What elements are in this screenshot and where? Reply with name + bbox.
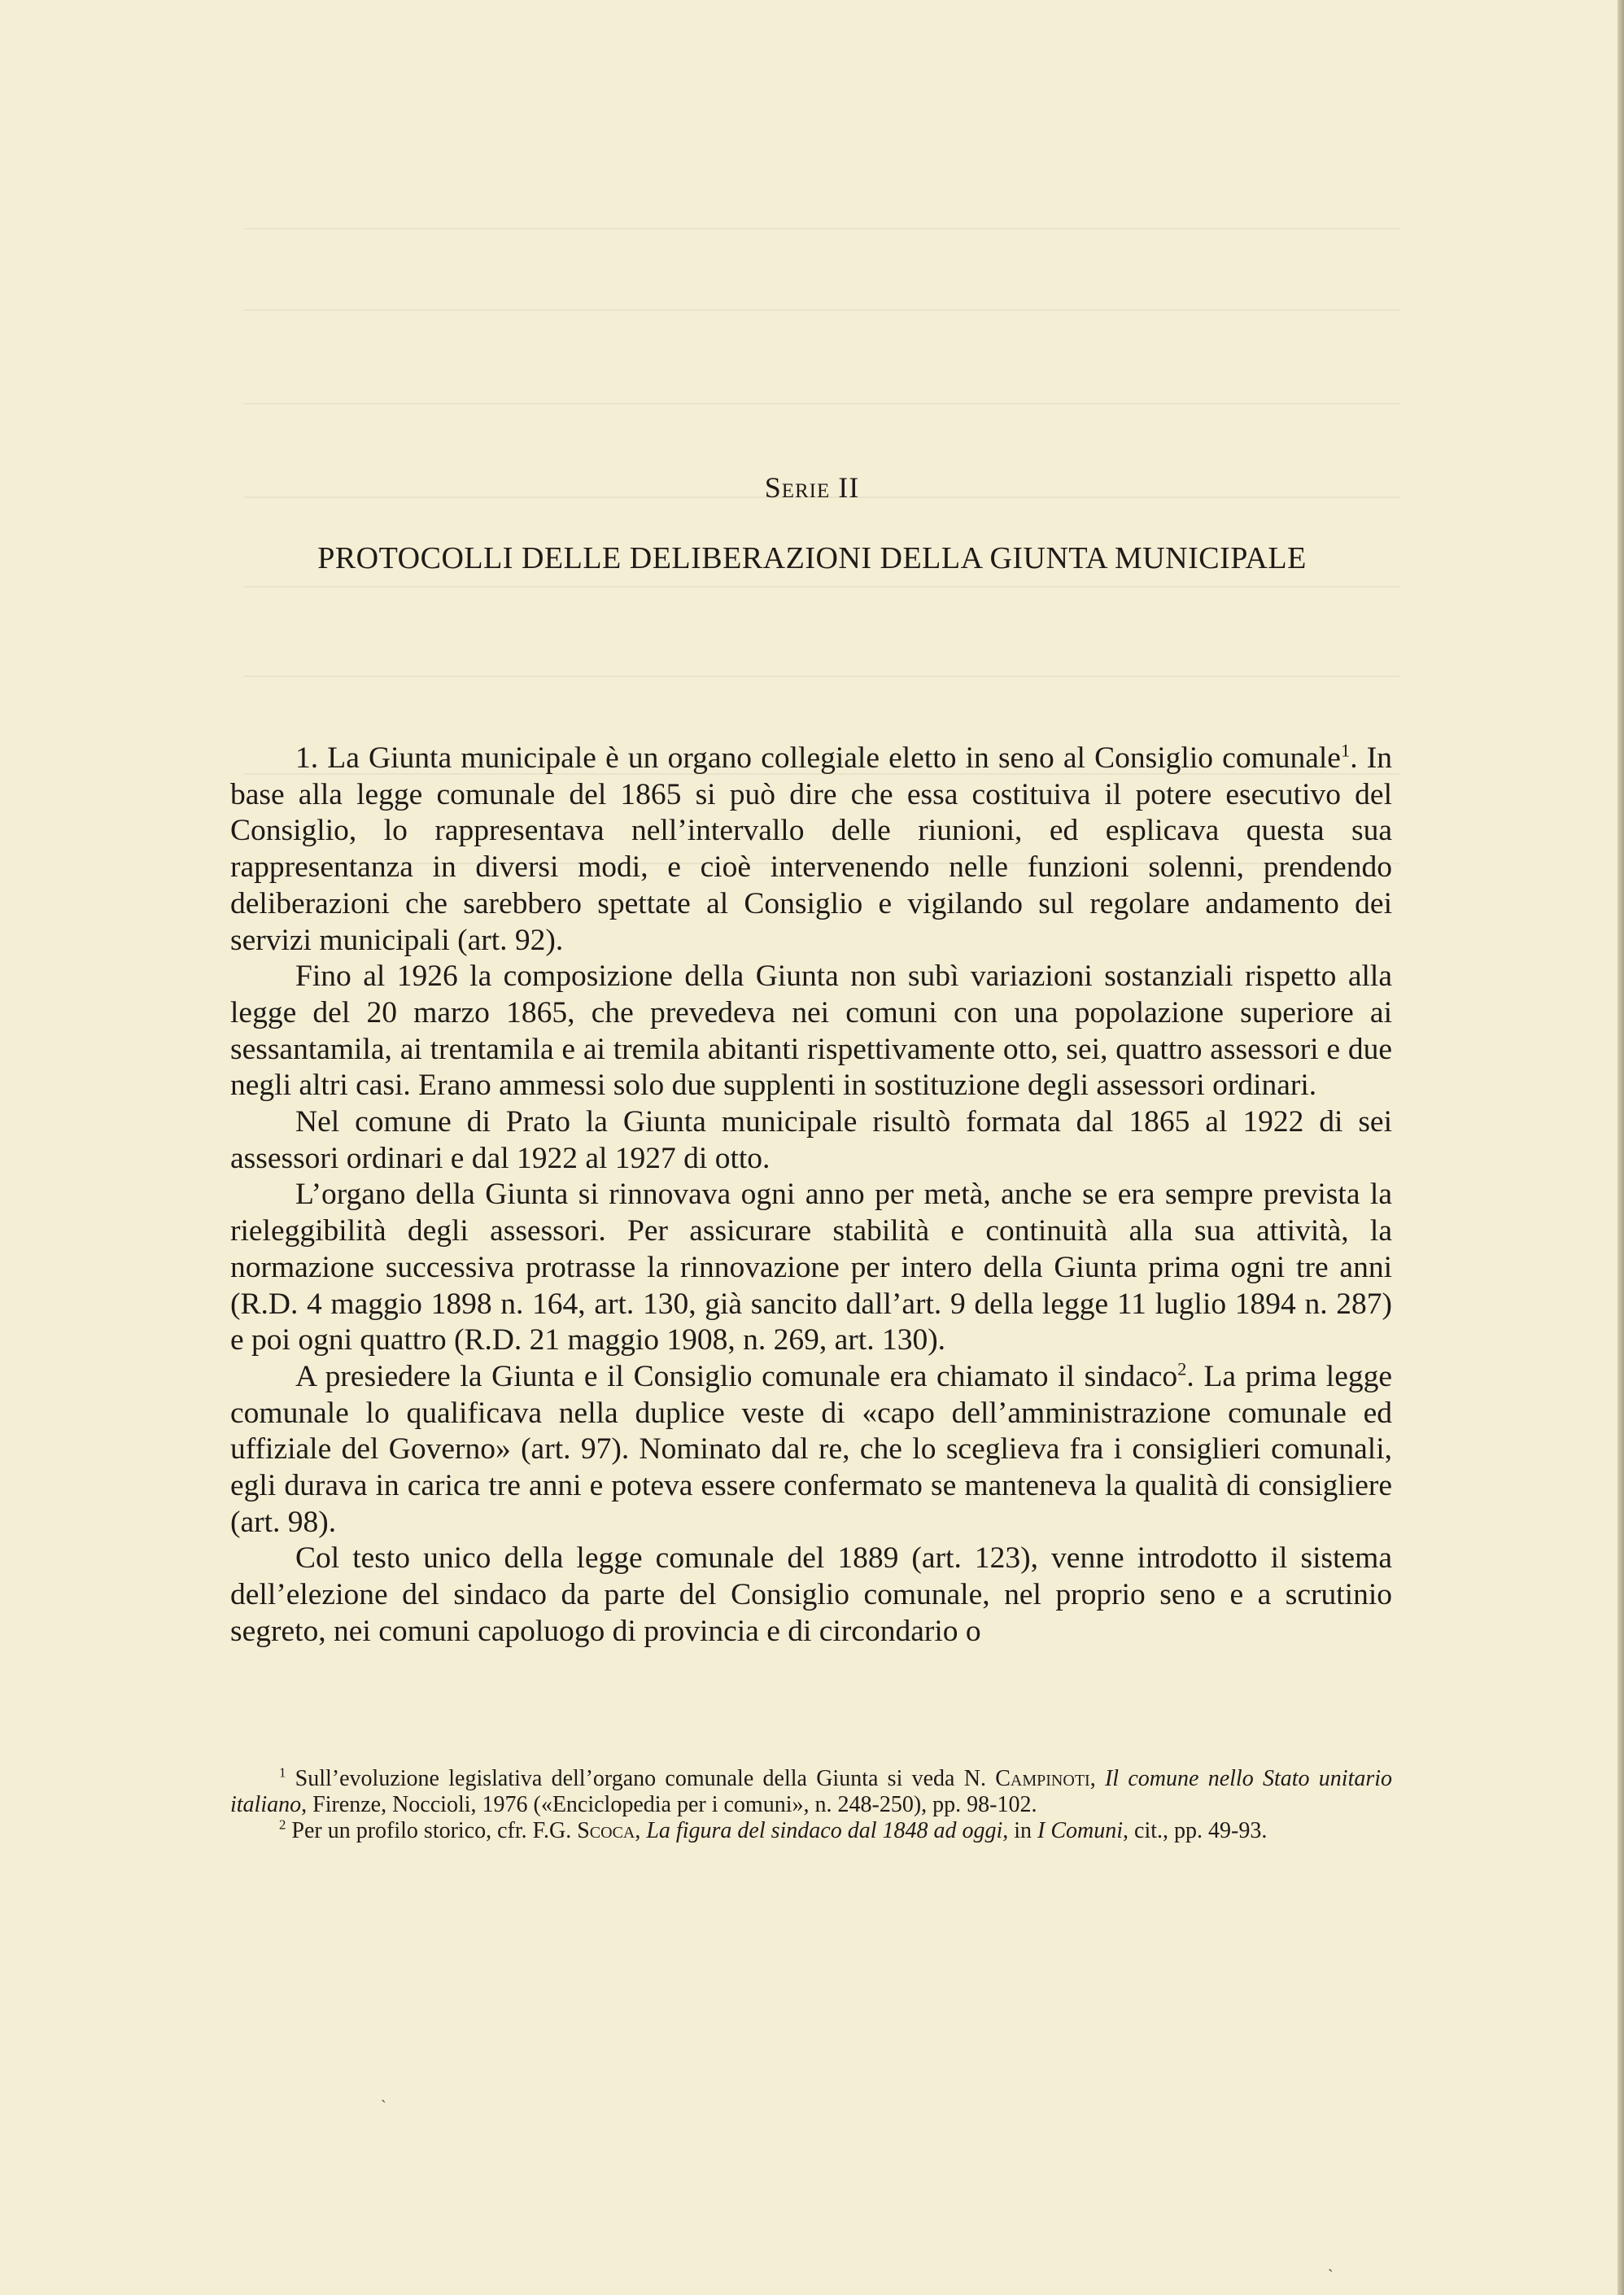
- series-heading: [0, 470, 1624, 505]
- footnotes: [230, 1766, 1392, 1844]
- footnote-ref: 2: [1177, 1358, 1187, 1379]
- paragraph: L’organo della Giunta si rinnovava ogni anno per metà, anche se era sempre prevista la rieleggibilità degli assessori. Per assicurare stabilità e continuità alla sua attività, la normazione successiva protrasse la rinnovazione per intero della Giunta prima ogni tre anni (R.D. 4 maggio 1898 n. 164, art. 130, già sancito dall’art. 9 della legge 11 luglio 1894 n. 287) e poi ogni quattro (R.D. 21 maggio 1908, n. 269, art. 130).: [230, 1178, 1392, 1357]
- main-text: [230, 741, 1392, 1650]
- page-title: PROTOCOLLI DELLE DELIBERAZIONI DELLA GIUNTA MUNICIPALE: [317, 541, 1307, 575]
- stray-mark: ˏ: [381, 2083, 386, 2103]
- paragraph: Col testo unico della legge comunale del 1889 (art. 123), venne introdotto il sistema dell’elezione del sindaco da parte del Consiglio comunale, nel proprio seno e a scrutinio segreto, nei comuni capoluogo di provincia e di circondario o: [230, 1541, 1392, 1648]
- paragraph: Nel comune di Prato la Giunta municipale risultò formata dal 1865 al 1922 di sei assessori ordinari e dal 1922 al 1927 di otto.: [230, 1105, 1392, 1175]
- page-edge: [1617, 0, 1624, 2295]
- paragraph: 1. La Giunta municipale è un organo collegiale eletto in seno al Consiglio comunale$^1$. In base alla legge comunale del 1865 si può dire che essa costituiva il potere esecutivo del Consiglio, lo rappresentava nell’intervallo delle riunioni, ed esplicava questa sua rappresentanza in diversi modi, e cioè intervenendo nelle funzioni solenni, prendendo deliberazioni che sarebbero spettate al Consiglio e vigilando sul regolare andamento dei servizi municipali (art. 92).: [230, 740, 1392, 957]
- footnote: $^1$ Sull’evoluzione legislativa dell’organo comunale della Giunta si veda N. Campinoti, Il comune nello Stato unitario italiano, Firenze, Noccioli, 1976 («Enciclopedia per i comuni», n. 248-250), pp. 98-102.: [230, 1764, 1393, 1817]
- paragraph: A presiedere la Giunta e il Consiglio comunale era chiamato il sindaco$^2$. La prima legge comunale lo qualificava nella duplice veste di «capo dell’amministrazione comunale ed uffiziale del Governo» (art. 97). Nominato dal re, che lo sceglieva fra i consiglieri comunali, egli durava in carica tre anni e poteva essere confermato se manteneva la qualità di consigliere (art. 98).: [230, 1358, 1392, 1539]
- footnote-ref: 1: [1340, 740, 1351, 761]
- stray-mark: ˏ: [1328, 2253, 1334, 2272]
- footnote: $^2$ Per un profilo storico, cfr. F.G. Scoca, La figura del sindaco dal 1848 ad oggi, in I Comuni, cit., pp. 49-93.: [279, 1816, 1268, 1843]
- paragraph: Fino al 1926 la composizione della Giunta non subì variazioni sostanziali rispetto alla legge del 20 marzo 1865, che prevedeva nei comuni con una popolazione superiore ai sessantamila, ai trentamila e ai tremila abitanti rispettivamente otto, sei, quattro assessori e due negli altri casi. Erano ammessi solo due supplenti in sostituzione degli assessori ordinari.: [230, 960, 1392, 1103]
- series-number: II: [838, 471, 860, 504]
- series-word: Serie: [764, 471, 831, 504]
